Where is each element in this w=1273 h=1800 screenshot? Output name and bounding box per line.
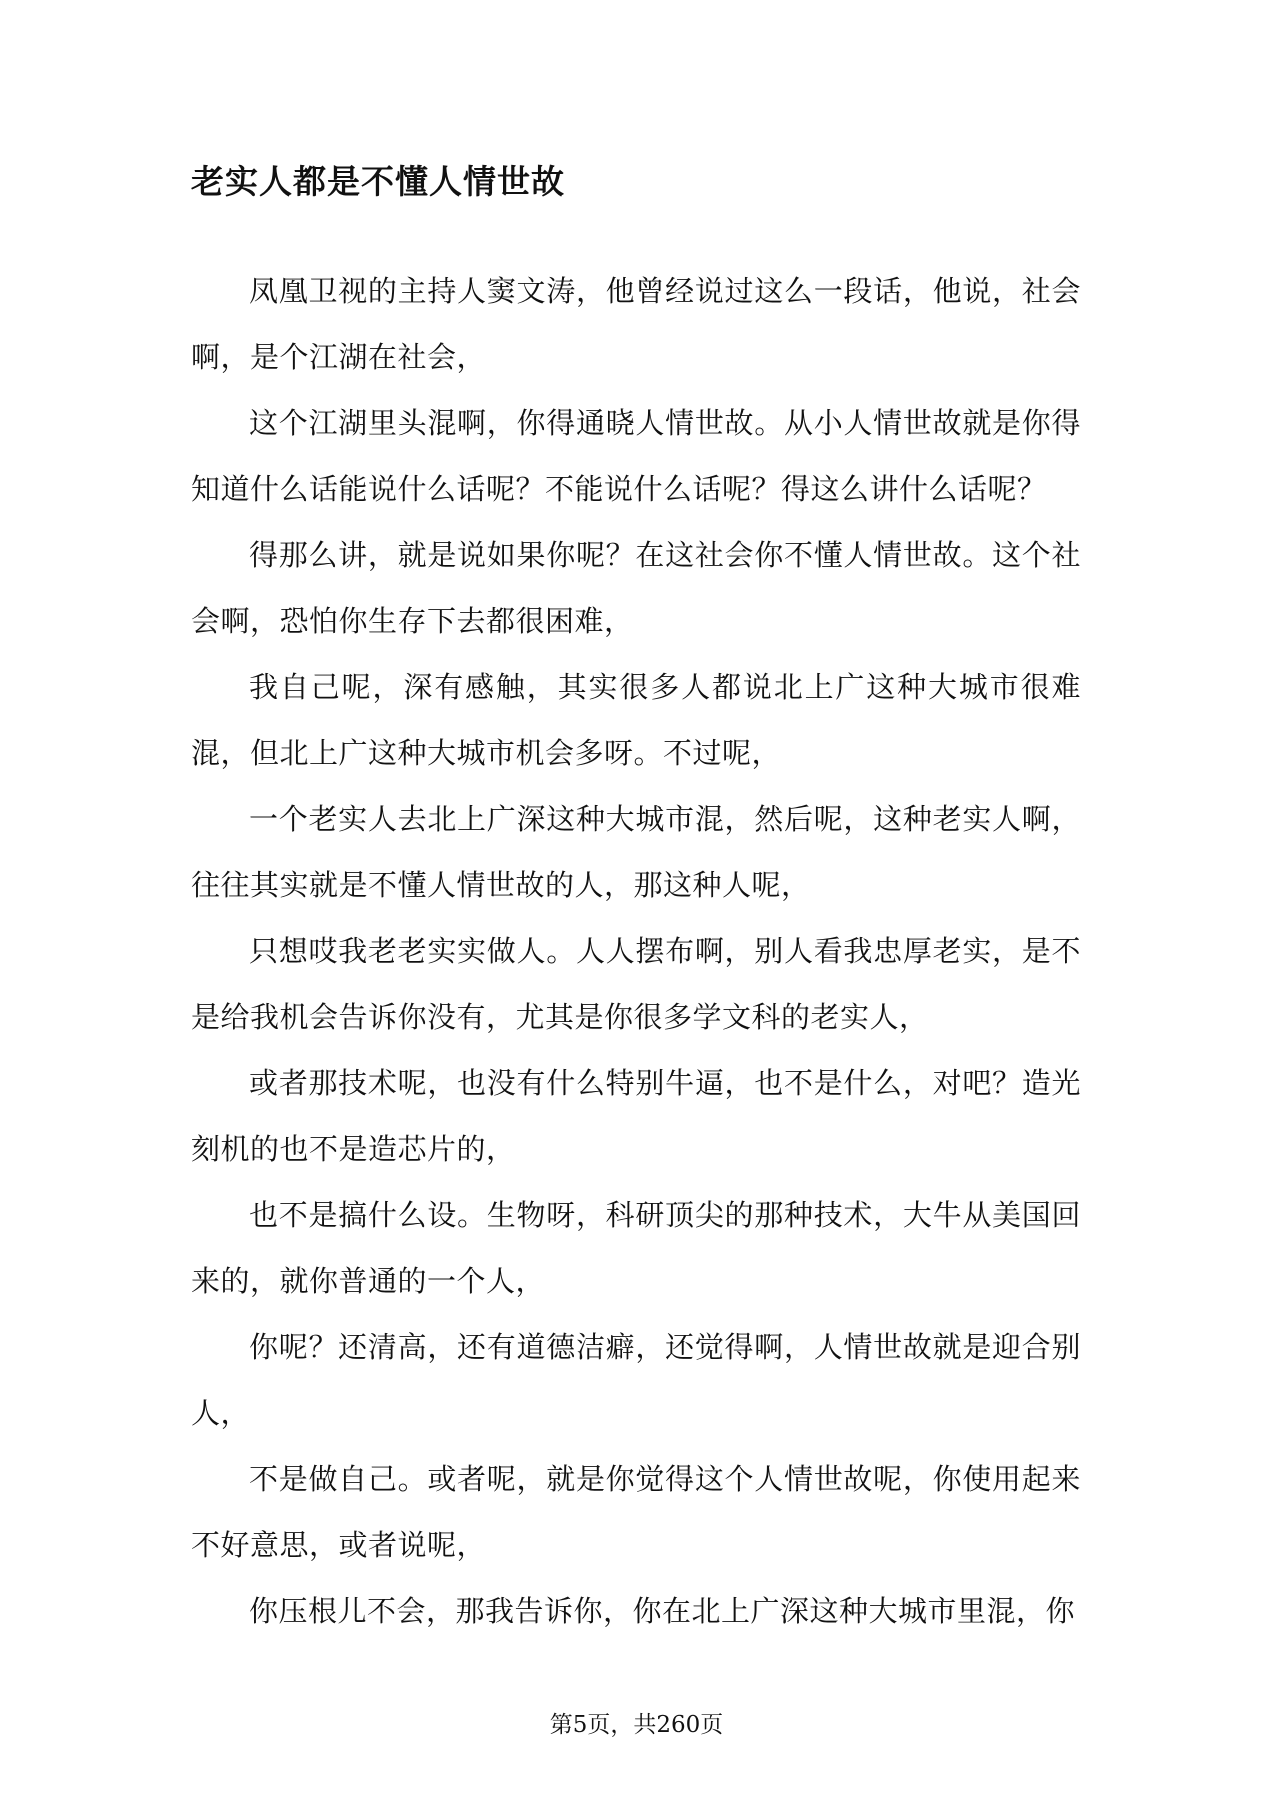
paragraph: 只想哎我老老实实做人。人人摆布啊，别人看我忠厚老实，是不是给我机会告诉你没有，尤其是你很多学文科的老实人， bbox=[191, 934, 1081, 1034]
document-title: 老实人都是不懂人情世故 bbox=[191, 162, 565, 201]
paragraph: 不是做自己。或者呢，就是你觉得这个人情世故呢，你使用起来不好意思，或者说呢， bbox=[191, 1462, 1081, 1562]
paragraph: 你呢？还清高，还有道德洁癖，还觉得啊，人情世故就是迎合别人， bbox=[191, 1330, 1081, 1430]
paragraph: 也不是搞什么设。生物呀，科研顶尖的那种技术，大牛从美国回来的，就你普通的一个人， bbox=[191, 1198, 1081, 1298]
paragraph: 一个老实人去北上广深这种大城市混，然后呢，这种老实人啊，往往其实就是不懂人情世故的人，那这种人呢， bbox=[191, 802, 1081, 902]
paragraph: 或者那技术呢，也没有什么特别牛逼，也不是什么，对吧？造光刻机的也不是造芯片的， bbox=[191, 1066, 1081, 1166]
page-number-footer: 第5页，共260页 bbox=[549, 1712, 724, 1738]
document-body bbox=[191, 258, 1081, 1644]
paragraph: 你压根儿不会，那我告诉你，你在北上广深这种大城市里混，你 bbox=[249, 1594, 1076, 1628]
paragraph: 我自己呢，深有感触，其实很多人都说北上广这种大城市很难混，但北上广这种大城市机会多呀。不过呢， bbox=[191, 670, 1081, 770]
paragraph: 凤凰卫视的主持人窦文涛，他曾经说过这么一段话，他说，社会啊，是个江湖在社会， bbox=[191, 274, 1081, 374]
paragraph: 得那么讲，就是说如果你呢？在这社会你不懂人情世故。这个社会啊，恐怕你生存下去都很困难， bbox=[191, 538, 1081, 638]
paragraph: 这个江湖里头混啊，你得通晓人情世故。从小人情世故就是你得知道什么话能说什么话呢？不能说什么话呢？得这么讲什么话呢？ bbox=[191, 406, 1081, 506]
